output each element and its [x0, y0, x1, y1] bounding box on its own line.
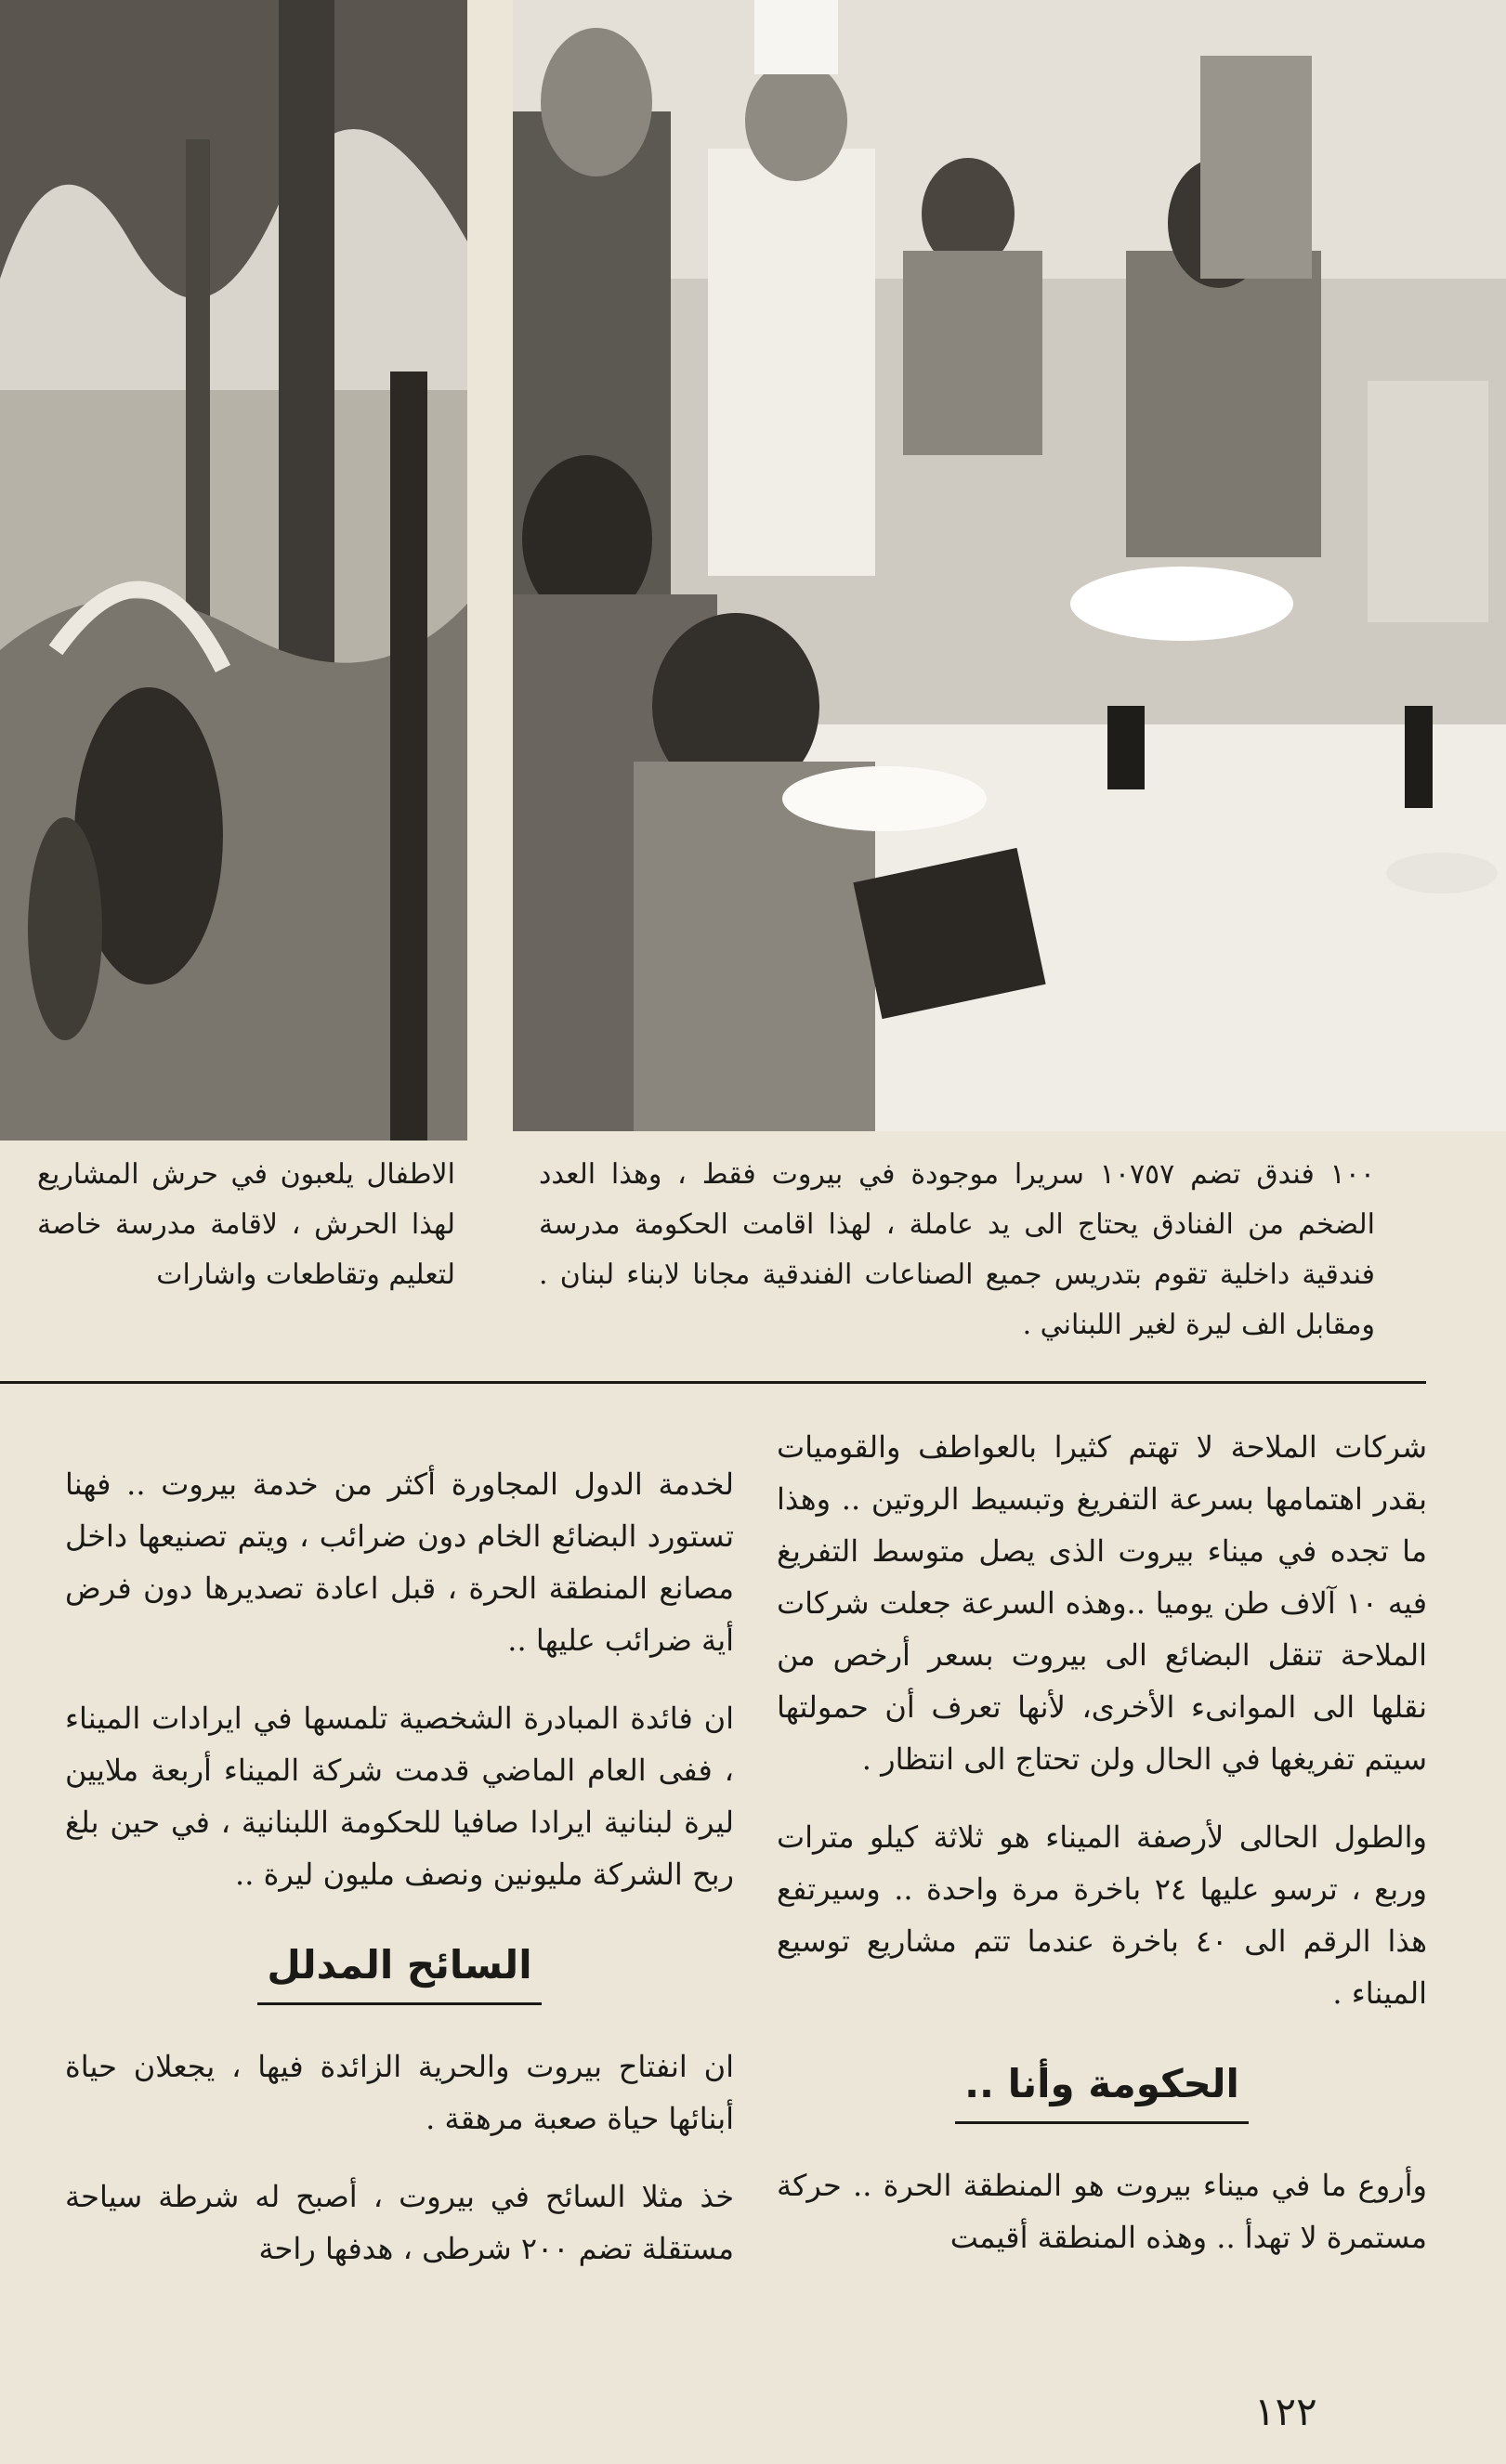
park-photo — [0, 0, 467, 1141]
section-divider — [0, 1381, 1426, 1384]
paragraph: والطول الحالى لأرصفة الميناء هو ثلاثة كيلو مترات وربع ، ترسو عليها ٢٤ باخرة مرة واحدة .. وسيرتفع هذا الرقم الى ٤٠ باخرة عندما تتم مشاريع توسيع الميناء . — [777, 1819, 1428, 2011]
paragraph: ان فائدة المبادرة الشخصية تلمسها في ايرادات الميناء ، ففى العام الماضي قدمت شركة الميناء أربعة ملايين ليرة لبنانية ايرادا صافيا للحكومة اللبنانية ، في حين بلغ ربح الشركة مليونين ونصف مليون ليرة .. — [65, 1701, 734, 1892]
page-number: ١٢٢ — [1254, 2389, 1317, 2434]
section-heading-government — [777, 2056, 1427, 2124]
dining-photo — [513, 0, 1506, 1131]
dining-photo-caption: ١٠٠ فندق تضم ١٠٧٥٧ سريرا موجودة في بيروت فقط ، وهذا العدد الضخم من الفنادق يحتاج الى يد عاملة ، لهذا اقامت الحكومة مدرسة فندقية داخلية تقوم بتدريس جميع الصناعات الفندقية مجانا لابناء لبنان . ومقابل الف ليرة لغير اللبناني . — [539, 1158, 1375, 1341]
section-heading-tourist — [65, 1937, 734, 2005]
heading-text: السائح المدلل — [257, 1937, 541, 2005]
article-column-left — [65, 1458, 734, 2301]
paragraph: وأروع ما في ميناء بيروت هو المنطقة الحرة .. حركة مستمرة لا تهدأ .. وهذه المنطقة أقيمت — [777, 2168, 1427, 2255]
hotel-dining-scene-icon — [513, 0, 1506, 1131]
article-column-right — [777, 1421, 1427, 2289]
paragraph: لخدمة الدول المجاورة أكثر من خدمة بيروت .. فهنا تستورد البضائع الخام دون ضرائب ، ويتم تصنيعها داخل مصانع المنطقة الحرة ، قبل اعادة تصديرها دون فرض أية ضرائب عليها .. — [65, 1467, 734, 1658]
paragraph: ان انفتاح بيروت والحرية الزائدة فيها ، يجعلان حياة أبنائها حياة صعبة مرهقة . — [65, 2049, 734, 2136]
park-photo-caption: الاطفال يلعبون في حرش المشاريع لهذا الحرش ، لاقامة مدرسة خاصة لتعليم وتقاطعات واشارات — [37, 1158, 455, 1291]
park-scene-icon — [0, 0, 467, 1141]
paragraph: خذ مثلا السائح في بيروت ، أصبح له شرطة سياحة مستقلة تضم ٢٠٠ شرطى ، هدفها راحة — [65, 2179, 734, 2266]
heading-text: الحكومة وأنا .. — [955, 2056, 1249, 2124]
paragraph: شركات الملاحة لا تهتم كثيرا بالعواطف والقوميات بقدر اهتمامها بسرعة التفريغ وتبسيط الروتين .. وهذا ما تجده في ميناء بيروت الذى يصل متوسط التفريغ فيه ١٠ آلاف طن يوميا ..وهذه السرعة جعلت شركات الملاحة تنقل البضائع الى بيروت بسعر أرخص من نقلها الى الموانىء الأخرى، لأنها تعرف أن حمولتها سيتم تفريغها في الحال ولن تحتاج الى انتظار . — [777, 1429, 1428, 1777]
